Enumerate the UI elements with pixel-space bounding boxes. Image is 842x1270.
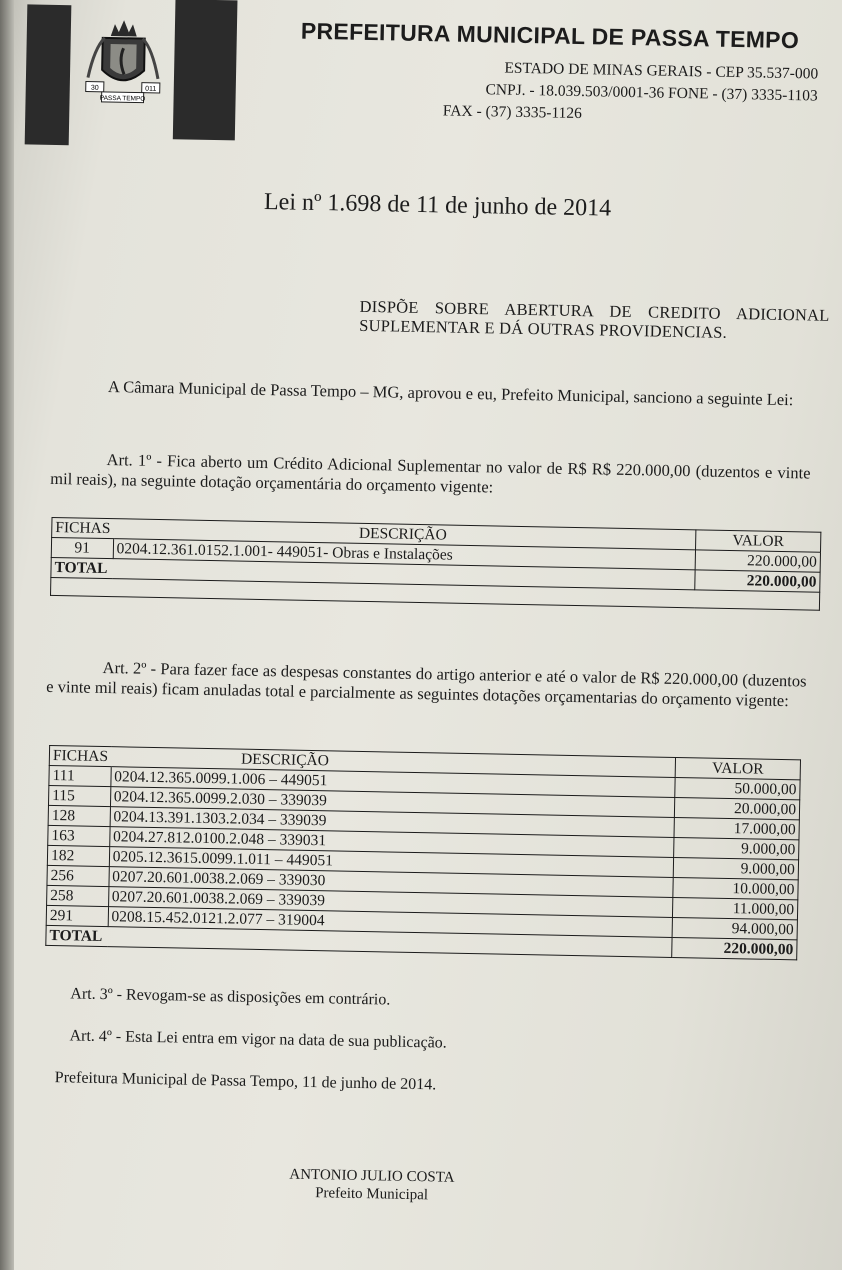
valor-cell: 20.000,00 [674,797,799,819]
valor-cell: 9.000,00 [673,857,798,879]
header-fichas: FICHAS [49,745,111,766]
letterhead-state-line: ESTADO DE MINAS GERAIS - CEP 35.537-000 [504,59,819,83]
annulment-table [45,745,801,960]
ficha-cell: 182 [47,845,109,866]
credit-table [50,517,821,611]
valor-cell: 50.000,00 [675,777,800,799]
ficha-cell: 91 [51,537,113,558]
descricao-cell: 0204.12.365.0099.1.006 – 449051 [111,767,676,798]
header-valor: VALOR [675,757,800,779]
ficha-cell: 256 [47,865,109,886]
descricao-cell: 0205.12.3615.0099.1.011 – 449051 [109,847,674,878]
crest-left-number: 30 [90,84,99,92]
letterhead-title: PREFEITURA MUNICIPAL DE PASSA TEMPO [300,17,800,54]
descricao-cell: 0207.20.601.0038.2.069 – 339039 [108,887,673,918]
ementa: DISPÕE SOBRE ABERTURA DE CREDITO ADICIONAL SUPLEMENTAR E DÁ OUTRAS PROVIDENCIAS. [359,296,830,342]
valor-cell: 17.000,00 [674,817,799,839]
signatory-role: Prefeito Municipal [314,1185,429,1204]
law-title: Lei nº 1.698 de 11 de junho de 2014 [263,188,612,222]
ficha-cell: 128 [48,805,110,826]
header-valor: VALOR [696,530,821,552]
ficha-cell: 291 [46,905,108,926]
descricao-cell: 0208.15.452.0121.2.077 – 319004 [108,907,673,938]
header-descricao: DESCRIÇÃO [113,519,696,550]
crest-right-number: 011 [145,85,157,93]
valor-cell: 94.000,00 [672,917,797,939]
letterhead-fax-line: FAX - (37) 3335-1126 [442,102,583,123]
valor-cell: 9.000,00 [674,837,799,859]
ficha-cell: 163 [48,825,110,846]
flag-bar-left [25,4,72,145]
intro-paragraph: A Câmara Municipal de Passa Tempo – MG, aprovou e eu, Prefeito Municipal, sanciono a seguinte Lei: [107,377,794,410]
municipal-crest-icon [79,7,167,105]
header-fichas: FICHAS [52,517,114,538]
article-3: Art. 3º - Revogam-se as disposições em contrário. [70,985,391,1009]
descricao-cell: 0204.12.361.0152.1.001- 449051- Obras e Instalações [113,539,696,570]
valor-cell: 220.000,00 [695,550,820,572]
total-label: TOTAL [51,557,695,589]
descricao-cell: 0204.12.365.0099.2.030 – 339039 [110,787,675,818]
article-4: Art. 4º - Esta Lei entra em vigor na data de sua publicação. [69,1027,447,1052]
valor-cell: 10.000,00 [673,877,798,899]
letterhead-cnpj-line: CNPJ. - 18.039.503/0001-36 FONE - (37) 3335-1103 [485,81,818,105]
descricao-cell: 0204.27.812.0100.2.048 – 339031 [109,827,674,858]
flag-bar-right [173,0,238,140]
article-1: Art. 1º - Fica aberto um Crédito Adicional Suplementar no valor de R$ R$ 220.000,00 (duzentos e vinte mil reais), na seguinte dotação orçamentária do orçamento vigente: [50,449,811,497]
ficha-cell: 115 [48,785,110,806]
ficha-cell: 258 [47,885,109,906]
total-label: TOTAL [46,925,672,957]
ficha-cell: 111 [49,765,111,786]
header-descricao: DESCRIÇÃO [111,747,676,778]
valor-cell: 11.000,00 [672,897,797,919]
article-2: Art. 2º - Para fazer face as despesas constantes do artigo anterior e até o valor de R$ 220.000,00 (duzentos e vinte mil reais) ficam anuladas total e parcialmente as seguintes dotações orçamentarias do orçamento vigente: [46,657,807,711]
signatory-name: ANTONIO JULIO COSTA [289,1166,455,1186]
crest-banner: PASSA TEMPO [99,94,146,103]
total-value: 220.000,00 [695,570,820,592]
signature-block [246,1165,497,1206]
descricao-cell: 0204.13.391.1303.2.034 – 339039 [110,807,675,838]
closing-place-date: Prefeitura Municipal de Passa Tempo, 11 de junho de 2014. [54,1069,437,1094]
law-document-page [5,0,842,1270]
descricao-cell: 0207.20.601.0038.2.069 – 339030 [109,867,674,898]
total-value: 220.000,00 [672,937,797,959]
